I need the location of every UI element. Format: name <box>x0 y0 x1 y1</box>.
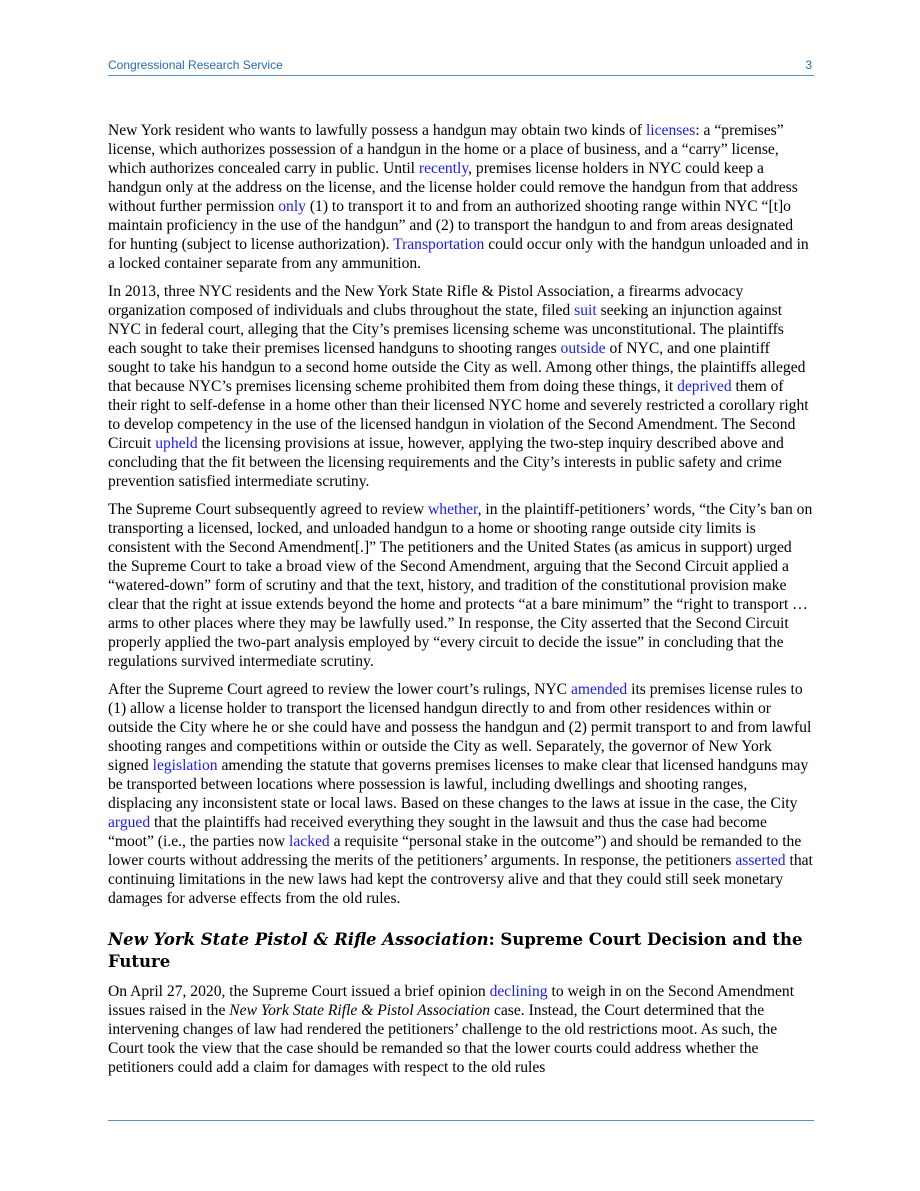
text: In 2013, three NYC residents and the New York State Rifle & Pistol Association, a firearms advocacy organization composed of individuals and clubs throughout the state, filed <box>108 283 744 319</box>
text: amending the statute that governs premises licenses to make clear that licensed handguns may be transported between locations where possession is lawful, including dwellings and shooting ranges, displacing any inconsistent state or local laws. Based on these changes to the laws at issue in the case, the City <box>108 757 809 812</box>
footer-divider <box>108 1120 814 1121</box>
link-upheld[interactable]: upheld <box>155 435 198 452</box>
text: a requisite “personal stake in the outcome”) and should be remanded to the lower courts without addressing the merits of the petitioners’ arguments. In response, the petitioners <box>108 833 802 869</box>
link-suit[interactable]: suit <box>574 302 597 319</box>
section-heading-rest: : Supreme Court Decision and the Future <box>108 930 803 971</box>
case-name-italic: New York State Rifle & Pistol Association <box>229 1002 491 1019</box>
link-licenses[interactable]: licenses <box>645 122 696 139</box>
link-lacked[interactable]: lacked <box>289 833 330 850</box>
text: : a “premises” license, which authorizes possession of a handgun in the home or a place of business, and a “carry” license, which authorizes concealed carry in public. Until <box>108 122 784 177</box>
paragraph-5 <box>108 982 814 1077</box>
link-asserted[interactable]: asserted <box>735 852 786 869</box>
link-amended[interactable]: amended <box>570 681 628 698</box>
section-heading <box>108 929 814 973</box>
paragraph-1 <box>108 121 814 273</box>
page-header <box>108 57 814 76</box>
link-outside[interactable]: outside <box>560 340 606 357</box>
text: that the plaintiffs had received everything they sought in the lawsuit and thus the case had become “moot” (i.e., the parties now <box>108 814 767 850</box>
text: The Supreme Court subsequently agreed to review <box>108 501 429 518</box>
text: After the Supreme Court agreed to review the lower court’s rulings, NYC <box>108 681 571 698</box>
link-whether[interactable]: whether <box>428 501 478 518</box>
link-argued[interactable]: argued <box>108 814 151 831</box>
text: to weigh in on the Second Amendment issues raised in the <box>108 983 795 1019</box>
document-body <box>108 121 814 1086</box>
link-deprived[interactable]: deprived <box>677 378 732 395</box>
text: them of their right to self-defense in a home other than their licensed NYC home and severely restricted a corollary right to develop competency in the use of the licensed handgun in violation of the Second Amendment. The Second Circuit <box>108 378 809 452</box>
page-number: 3 <box>805 58 812 72</box>
text: , in the plaintiff-petitioners’ words, “the City’s ban on transporting a licensed, locked, and unloaded handgun to a home or shooting range outside city limits is consistent with the Second Amendment[.]” The petitioners and the United States (as amicus in support) urged the Supreme Court to take a broad view of the Second Amendment, arguing that the Second Circuit applied a “watered-down” form of scrutiny and that the text, history, and tradition of the constitutional provision make clear that the right at issue extends beyond the home and protects “at a bare minimum” the “right to transport … arms to other places where they may be lawfully used.” In response, the City asserted that the Second Circuit properly applied the two-part analysis employed by “every circuit to decide the issue” in concluding that the regulations survived intermediate scrutiny. <box>108 501 813 670</box>
link-declining[interactable]: declining <box>489 983 548 1000</box>
paragraph-3 <box>108 500 814 671</box>
text: case. Instead, the Court determined that the intervening changes of law had rendered the petitioners’ challenge to the old restrictions moot. As such, the Court took the view that the case should be remanded so that the lower courts could address whether the petitioners could add a claim for damages with respect to the old rules <box>108 1002 778 1076</box>
text: the licensing provisions at issue, however, applying the two-step inquiry described above and concluding that the fit between the licensing requirements and the City’s interests in public safety and crime prevention satisfied intermediate scrutiny. <box>108 435 784 490</box>
header-organization: Congressional Research Service <box>108 58 283 72</box>
text: , premises license holders in NYC could keep a handgun only at the address on the license, and the license holder could remove the handgun from that address without further permission <box>108 160 798 215</box>
text: its premises license rules to (1) allow a license holder to transport the licensed handgun directly to and from other residences within or outside the City where he or she could have and possess the handgun and (2) permit transport to and from lawful shooting ranges and competitions within or outside the City as well. Separately, the governor of New York signed <box>108 681 812 774</box>
link-transportation[interactable]: Transportation <box>393 236 485 253</box>
link-legislation[interactable]: legislation <box>152 757 218 774</box>
text: could occur only with the handgun unloaded and in a locked container separate from any ammunition. <box>108 236 809 272</box>
link-recently[interactable]: recently <box>418 160 469 177</box>
text: of NYC, and one plaintiff sought to take his handgun to a second home outside the City as well. Among other things, the plaintiffs alleged that because NYC’s premises licensing scheme prohibited them from doing these things, it <box>108 340 806 395</box>
text: On April 27, 2020, the Supreme Court issued a brief opinion <box>108 983 490 1000</box>
paragraph-2 <box>108 282 814 491</box>
link-only[interactable]: only <box>278 198 306 215</box>
text: New York resident who wants to lawfully possess a handgun may obtain two kinds of <box>108 122 646 139</box>
text: seeking an injunction against NYC in federal court, alleging that the City’s premises licensing scheme was unconstitutional. The plaintiffs each sought to take their premises licensed handguns to shooting ranges <box>108 302 784 357</box>
text: that continuing limitations in the new laws had kept the controversy alive and that they could still seek monetary damages for adverse effects from the old rules. <box>108 852 813 907</box>
paragraph-4 <box>108 680 814 908</box>
text: (1) to transport it to and from an authorized shooting range within NYC “[t]o maintain proficiency in the use of the handgun” and (2) to transport the handgun to and from areas designated for hunting (subject to license authorization). <box>108 198 794 253</box>
section-heading-case-name: New York State Pistol & Rifle Association <box>108 930 489 949</box>
